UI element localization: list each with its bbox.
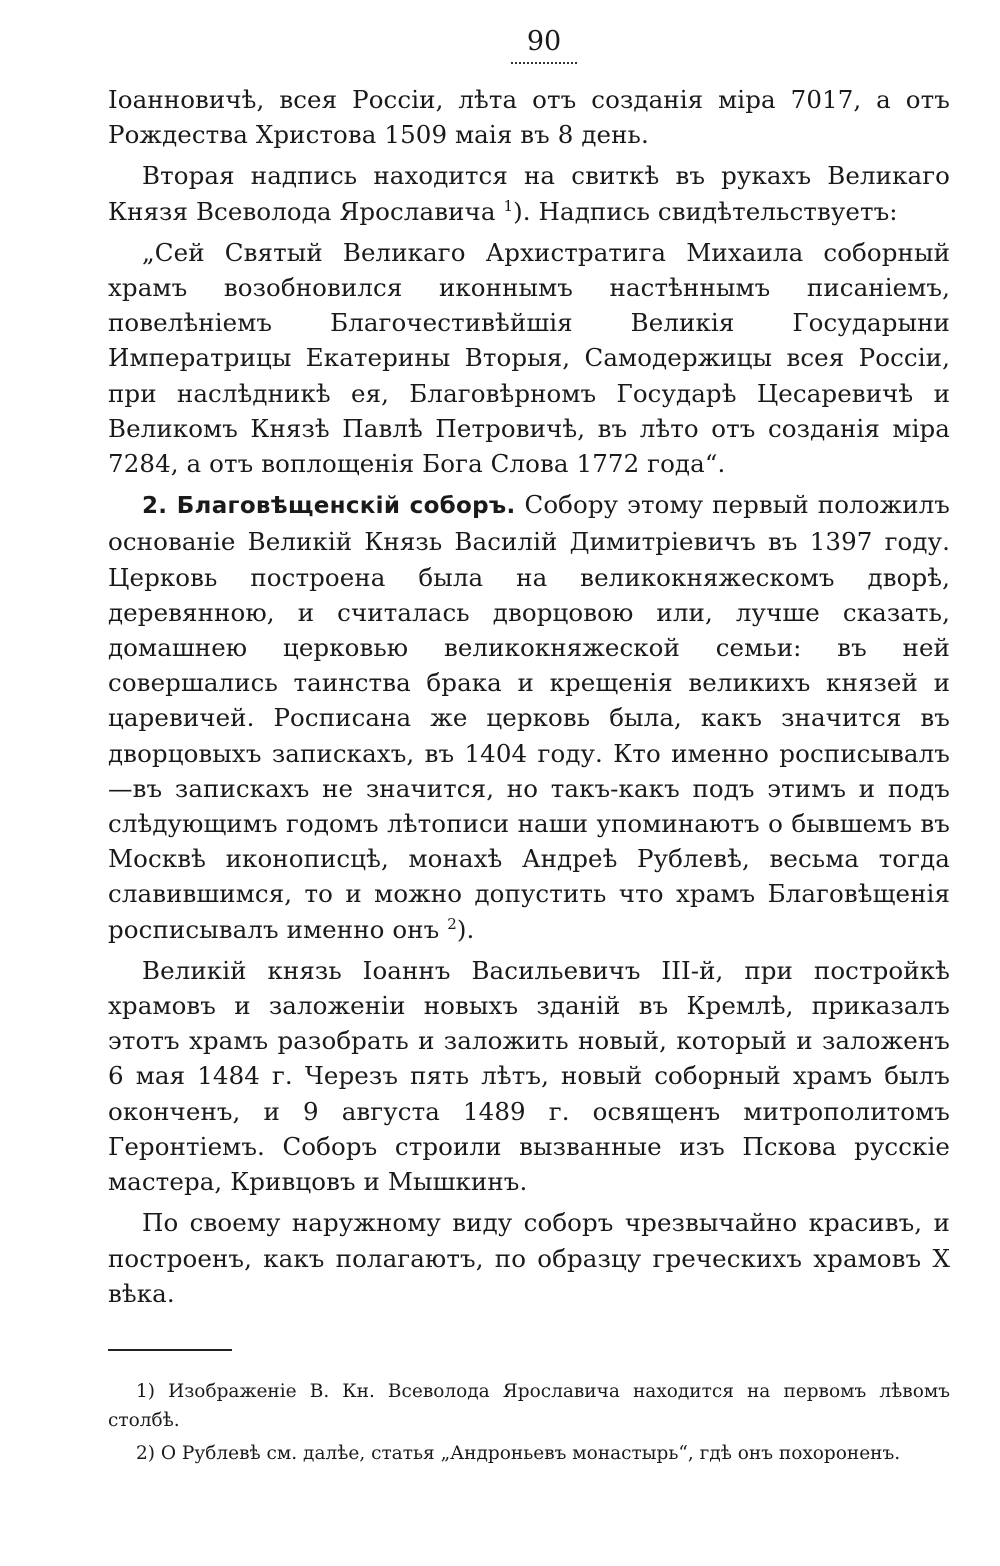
footnotes (108, 1377, 950, 1468)
paragraph-1: Іоанновичѣ, всея Россіи, лѣта отъ созданія міра 7017, а отъ Рождества Христова 1509 маія въ 8 день. (108, 85, 950, 150)
page-number: 90 (526, 26, 562, 57)
paragraph-2-text-end: ). Надпись свидѣтельствуетъ: (513, 196, 898, 226)
paragraph-2-text: Вторая надпись находится на свиткѣ въ рукахъ Великаго Князя Всеволода Ярославича (108, 161, 950, 226)
page-number-rule (511, 62, 577, 64)
paragraph-5: Великій князь Іоаннъ Васильевичъ III-й, при постройкѣ храмовъ и заложеніи новыхъ зданій въ Кремлѣ, приказалъ этотъ храмъ разобрать и заложить новый, который и заложенъ 6 мая 1484 г. Черезъ пять лѣтъ, новый соборный храмъ былъ оконченъ, и 9 августа 1489 г. освященъ митрополитомъ Геронтіемъ. Соборъ строили вызванные изъ Пскова русскіе мастера, Кривцовъ и Мышкинъ. (108, 955, 950, 1197)
footnote-ref-2: 2 (447, 914, 457, 933)
footnote-ref-1: 1 (503, 196, 514, 215)
footnote-rule (108, 1349, 232, 1351)
paragraph-4 (108, 487, 950, 947)
footnote-2: 2) О Рублевѣ см. далѣе, статья „Андроньевъ монастырь“, гдѣ онъ похороненъ. (136, 1442, 901, 1464)
footnote-1: 1) Изображеніе В. Кн. Всеволода Ярославича находится на первомъ лѣвомъ столбѣ. (108, 1380, 950, 1431)
paragraph-4-text-end: ). (456, 914, 475, 944)
paragraph-6: По своему наружному виду соборъ чрезвычайно красивъ, и построенъ, какъ полагаютъ, по образцу греческихъ храмовъ X вѣка. (108, 1208, 950, 1308)
paragraph-3-quote: „Сей Святый Великаго Архистратига Михаила соборный храмъ возобновился иконнымъ настѣннымъ писаніемъ, повелѣніемъ Благочестивѣйшія Великія Государыни Императрицы Екатерины Вторыя, Самодержицы всея Россіи, при наслѣдникѣ ея, Благовѣрномъ Государѣ Цесаревичѣ и Великомъ Князѣ Павлѣ Петровичѣ, въ лѣто отъ созданія міра 7284, а отъ воплощенія Бога Слова 1772 года“. (108, 237, 950, 479)
paragraph-4-text: Собору этому первый положилъ основаніе Великій Князь Василій Димитріевичъ въ 1397 году. Церковь построена была на великокняжескомъ дворѣ, деревянною, и считалась дворцовою или, лучше сказать, домашнею церковью великокняжеской семьи: въ ней совершались таинства брака и крещенія великихъ князей и царевичей. Росписана же церковь была, какъ значится въ дворцовыхъ запискахъ, въ 1404 году. Кто именно росписывалъ—въ запискахъ не значится, но такъ-какъ подъ этимъ и подъ слѣдующимъ годомъ лѣтописи наши упоминаютъ о бывшемъ въ Москвѣ иконописцѣ, монахѣ Андреѣ Рублевѣ, весьма тогда славившимся, то и можно допустить что храмъ Благовѣщенія росписывалъ именно онъ (108, 490, 950, 944)
paragraph-2 (108, 158, 950, 228)
body-text (108, 82, 950, 1311)
section-heading: 2. Благовѣщенскій соборъ. (142, 493, 516, 520)
